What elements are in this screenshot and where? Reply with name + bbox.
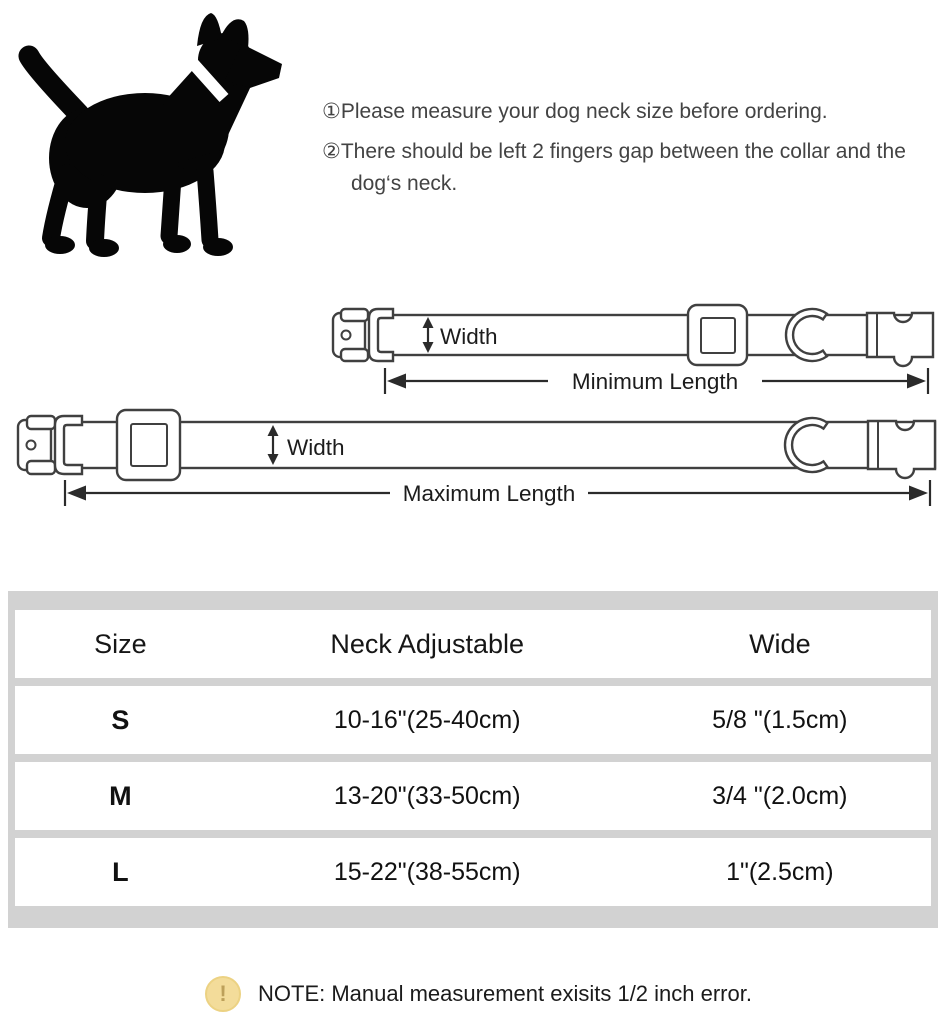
buckle-male-icon	[868, 421, 935, 478]
slider-icon	[117, 410, 180, 480]
table-row-m	[15, 762, 931, 830]
slider-icon	[688, 305, 747, 365]
collar-min-diagram	[333, 305, 933, 394]
cell-wide: 1"(2.5cm)	[726, 857, 834, 886]
buckle-male-icon	[867, 313, 933, 366]
max-length-label: Maximum Length	[402, 481, 576, 506]
exclamation-icon: !	[205, 976, 241, 1012]
width-label: Width	[440, 324, 498, 349]
instruction-step-2: ②There should be left 2 fingers gap between the collar and the dog‘s neck.	[322, 140, 906, 195]
cell-neck: 13-20"(33-50cm)	[333, 781, 521, 810]
header-wide: Wide	[749, 628, 811, 659]
min-length-label: Minimum Length	[571, 369, 739, 394]
table-row-s	[15, 686, 931, 754]
cell-wide: 5/8 "(1.5cm)	[712, 705, 848, 734]
note-row	[205, 976, 752, 1012]
cell-wide: 3/4 "(2.0cm)	[712, 781, 848, 810]
size-table	[8, 591, 938, 928]
cell-size: M	[109, 780, 132, 811]
cell-neck: 10-16"(25-40cm)	[333, 705, 521, 734]
collar-max-diagram	[18, 410, 935, 506]
size-table-header-row	[15, 610, 931, 678]
instruction-step-1: ①Please measure your dog neck size before ordering.	[322, 100, 828, 123]
strap	[62, 422, 935, 468]
cell-size: S	[111, 704, 130, 735]
cell-neck: 15-22"(38-55cm)	[333, 857, 521, 886]
note-text: NOTE: Manual measurement exisits 1/2 inch error.	[258, 981, 752, 1006]
table-row-l	[15, 838, 931, 906]
width-label: Width	[287, 435, 345, 460]
cell-size: L	[112, 856, 129, 887]
header-size: Size	[94, 628, 147, 659]
header-neck-adjustable: Neck Adjustable	[330, 628, 524, 659]
